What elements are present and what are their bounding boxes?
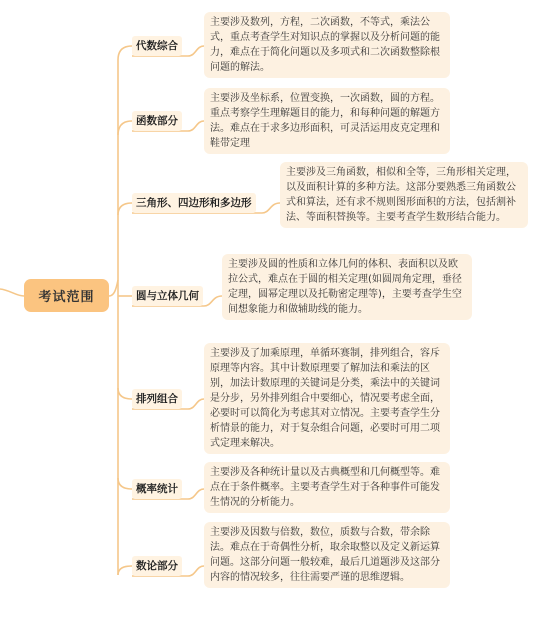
leaf-probability [204, 462, 450, 513]
branch-label: 代数综合 [136, 40, 178, 52]
branch-algebra[interactable] [132, 36, 182, 56]
branch-label: 概率统计 [136, 483, 178, 495]
branch-permutations[interactable] [132, 389, 182, 409]
leaf-algebra [204, 12, 450, 78]
leaf-text: 主要涉及各种统计量以及古典概型和几何概型等。难点在于条件概率。主要考查学生对于各种事件可能发生情况的分析能力。 [210, 467, 440, 508]
leaf-circle-solid-geometry [222, 254, 472, 320]
branch-label: 圆与立体几何 [136, 290, 199, 302]
leaf-text: 主要涉及因数与倍数，数位，质数与合数，带余除法。难点在于奇偶性分析，取余取整以及定义新运算问题。这部分问题一般较难，最后几道题涉及这部分内容的情况较多，往往需要严谨的思维逻辑。 [210, 527, 440, 583]
leaf-text: 主要涉及三角函数，相似和全等，三角形相关定理，以及面积计算的多种方法。这部分要熟悉三角函数公式和算法，还有求不规则图形面积的方法，包括割补法、等面积替换等。主要考查学生数形结合能力。 [286, 167, 516, 223]
branch-circle-solid-geometry[interactable] [132, 286, 203, 306]
root-label: 考试范围 [38, 290, 95, 305]
leaf-text: 主要涉及了加乘原理，单循环赛制，排列组合，容斥原理等内容。其中计数原理要了解加法和乘法的区别，加法计数原理的关键词是分类，乘法中的关键词是分步，另外排列组合中要细心，情况要考虑全面，必要时可以简化为考虑其对立情况。主要考查学生分析情景的能力，对于复杂组合问题，必要时可用二项式定理来解决。 [210, 348, 440, 449]
branch-triangles-polygons[interactable] [132, 193, 256, 213]
branch-label: 排列组合 [136, 393, 178, 405]
branch-probability[interactable] [132, 479, 182, 499]
leaf-number-theory [204, 522, 450, 588]
root-node[interactable] [24, 279, 109, 312]
branch-number-theory[interactable] [132, 556, 182, 576]
leaf-functions [204, 88, 450, 154]
leaf-text: 主要涉及圆的性质和立体几何的体积、表面积以及欧拉公式，难点在于圆的相关定理(如圆周角定理，垂径定理，圆幂定理以及托勒密定理等)，主要考查学生空间想象能力和做辅助线的能力。 [228, 259, 462, 315]
leaf-triangles-polygons [280, 162, 528, 228]
leaf-text: 主要涉及数列，方程，二次函数，不等式，乘法公式，重点考查学生对知识点的掌握以及分析问题的能力，难点在于简化问题以及多项式和二次函数整除根问题的解法。 [210, 17, 440, 73]
branch-label: 函数部分 [136, 115, 178, 127]
branch-label: 数论部分 [136, 560, 178, 572]
leaf-text: 主要涉及坐标系，位置变换，一次函数，圆的方程。重点考察学生理解题目的能力，和每种问题的解题方法。难点在于求多边形面积，可灵活运用皮克定理和鞋带定理 [210, 93, 440, 149]
branch-functions[interactable] [132, 111, 182, 131]
leaf-permutations [204, 343, 450, 454]
branch-label: 三角形、四边形和多边形 [136, 197, 252, 209]
